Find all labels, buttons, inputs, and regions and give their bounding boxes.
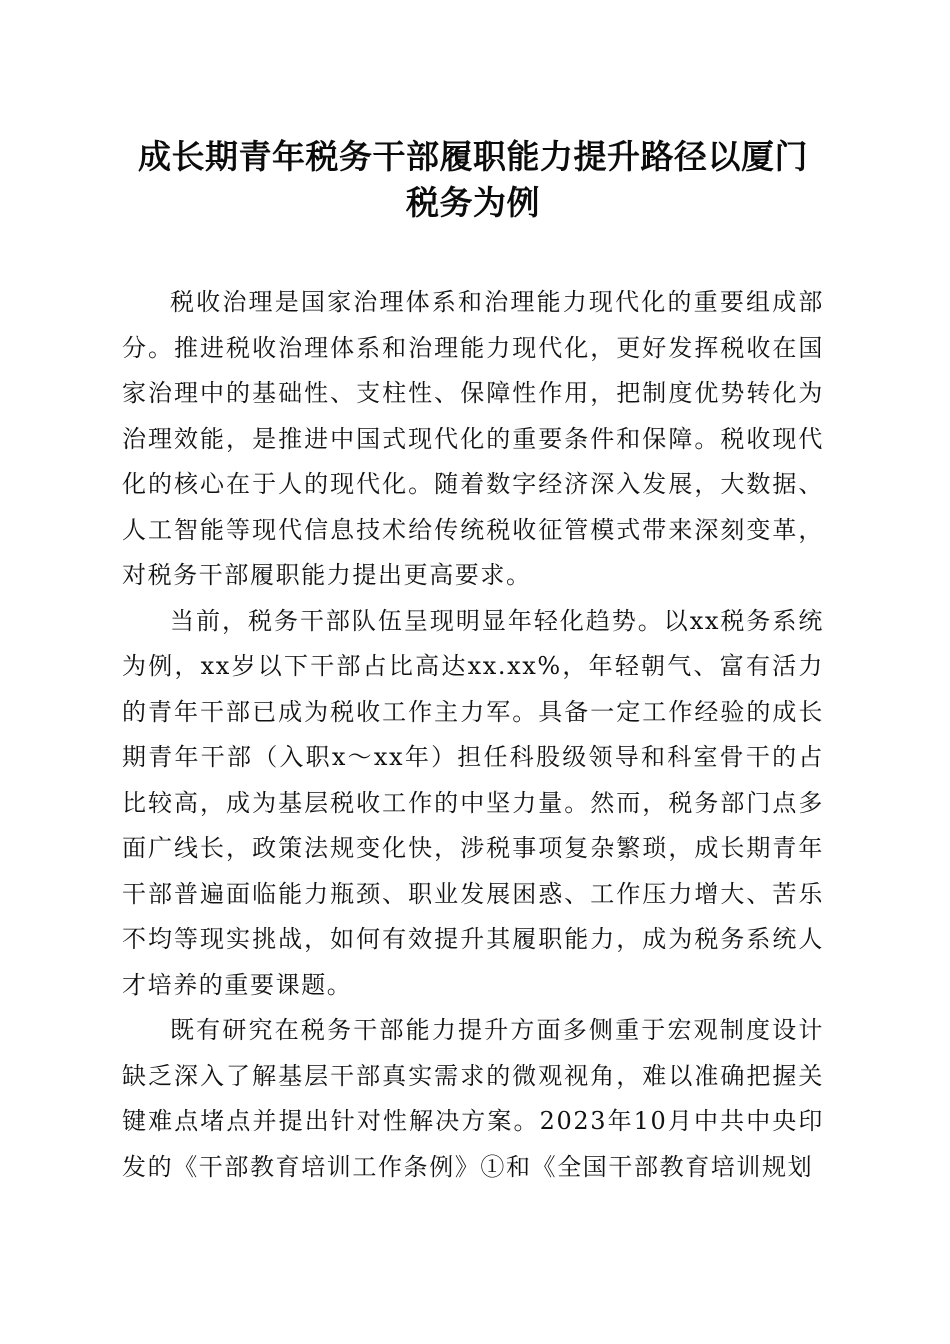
document-title: 成长期青年税务干部履职能力提升路径以厦门税务为例: [138, 137, 808, 222]
paragraph-1: 税收治理是国家治理体系和治理能力现代化的重要组成部分。推进税收治理体系和治理能力现代化，更好发挥税收在国家治理中的基础性、支柱性、保障性作用，把制度优势转化为治理效能，是推进中国式现代化的重要条件和保障。税收现代化的核心在于人的现代化。随着数字经济深入发展，大数据、人工智能等现代信息技术给传统税收征管模式带来深刻变革，对税务干部履职能力提出更高要求。: [122, 288, 824, 589]
paragraph-3: 既有研究在税务干部能力提升方面多侧重于宏观制度设计缺乏深入了解基层干部真实需求的微观视角，难以准确把握关键难点堵点并提出针对性解决方案。2023年10月中共中央印发的《干部教育培训工作条例》①和《全国干部教育培训规划: [122, 1016, 824, 1181]
paragraph-2: 当前，税务干部队伍呈现明显年轻化趋势。以xx税务系统为例，xx岁以下干部占比高达xx.xx%，年轻朝气、富有活力的青年干部已成为税收工作主力军。具备一定工作经验的成长期青年干部（入职x～xx年）担任科股级领导和科室骨干的占比较高，成为基层税收工作的中坚力量。然而，税务部门点多面广线长，政策法规变化快，涉税事项复杂繁琐，成长期青年干部普遍面临能力瓶颈、职业发展困惑、工作压力增大、苦乐不均等现实挑战，如何有效提升其履职能力，成为税务系统人才培养的重要课题。: [122, 606, 824, 999]
document-body: [122, 280, 824, 1190]
